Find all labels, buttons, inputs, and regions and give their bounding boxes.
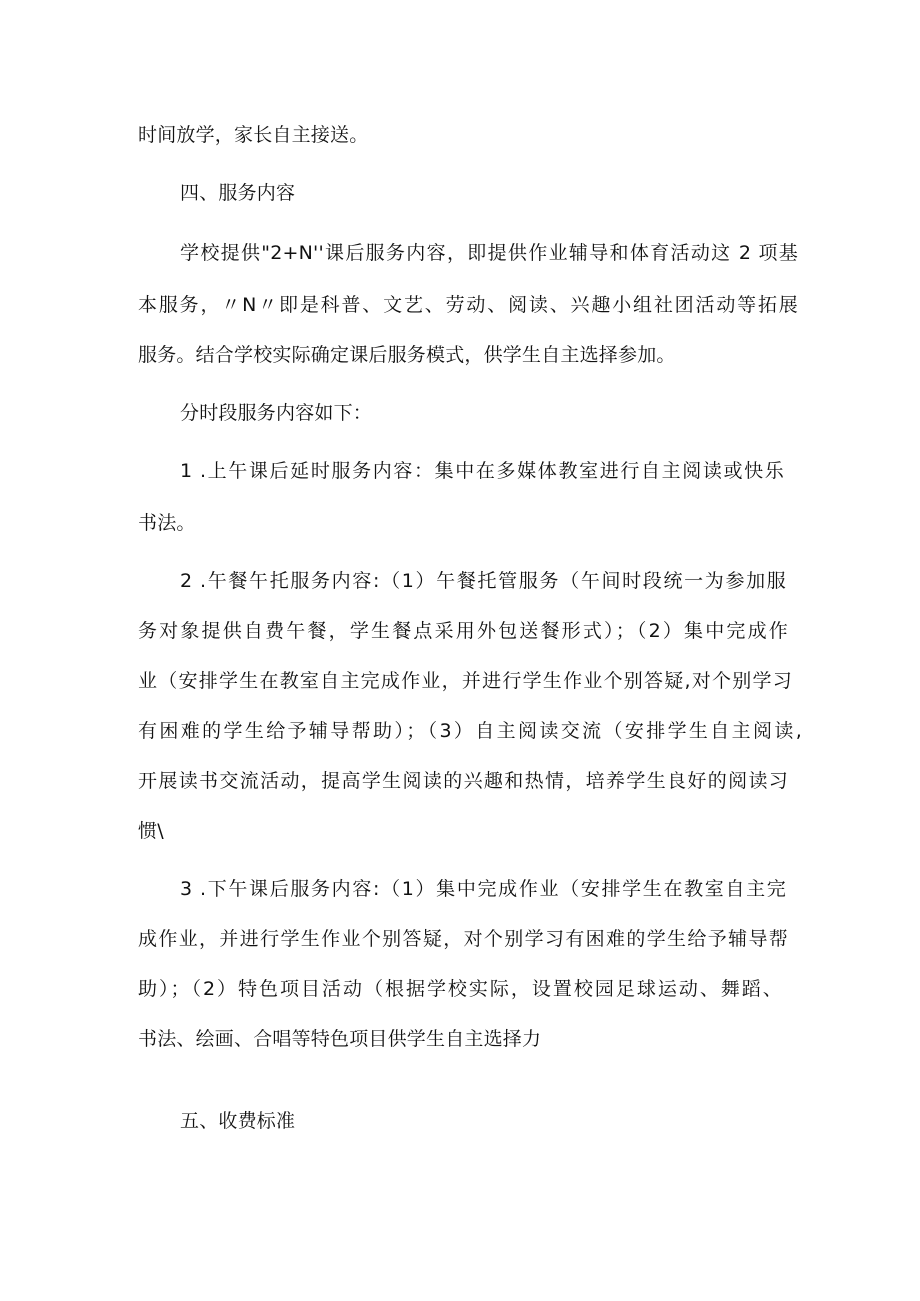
paragraph-line: 本服务，〃N〃即是科普、文艺、劳动、阅读、兴趣小组社团活动等拓展 — [138, 294, 798, 316]
paragraph-line: 时间放学，家长自主接送。 — [138, 124, 369, 146]
list-item-line: 成作业，并进行学生作业个别答疑，对个别学习有困难的学生给予辅导帮 — [138, 928, 788, 950]
list-item-line: 业（安排学生在教室自主完成作业，并进行学生作业个别答疑,对个别学习 — [138, 670, 792, 692]
paragraph-line: 服务。结合学校实际确定课后服务模式，供学生自主选择参加。 — [138, 344, 676, 366]
list-item-line: 有困难的学生给予辅导帮助）；（3）自主阅读交流（安排学生自主阅读, — [138, 720, 802, 742]
list-item-line: 惯\ — [138, 820, 164, 842]
list-item-line: 2 .午餐午托服务内容:（1）午餐托管服务（午间时段统一为参加服 — [180, 570, 786, 592]
section-heading: 五、收费标准 — [180, 1110, 296, 1132]
list-item-line: 书法、绘画、合唱等特色项目供学生自主选择力 — [138, 1028, 542, 1050]
list-item-line: 务对象提供自费午餐，学生餐点采用外包送餐形式）；（2）集中完成作 — [138, 620, 788, 642]
list-item-line: 书法。 — [138, 512, 196, 534]
section-heading: 四、服务内容 — [180, 182, 296, 204]
paragraph-line: 学校提供"2+N''课后服务内容，即提供作业辅导和体育活动这 2 项基 — [180, 242, 798, 264]
list-item-line: 助）；（2）特色项目活动（根据学校实际，设置校园足球运动、舞蹈、 — [138, 978, 782, 1000]
list-item-line: 开展读书交流活动，提高学生阅读的兴趣和热情，培养学生良好的阅读习 — [138, 770, 788, 792]
list-item-line: 1 .上午课后延时服务内容：集中在多媒体教室进行自主阅读或快乐 — [180, 460, 784, 482]
paragraph-line: 分时段服务内容如下： — [180, 402, 373, 424]
list-item-line: 3 .下午课后服务内容:（1）集中完成作业（安排学生在教室自主完 — [180, 878, 786, 900]
